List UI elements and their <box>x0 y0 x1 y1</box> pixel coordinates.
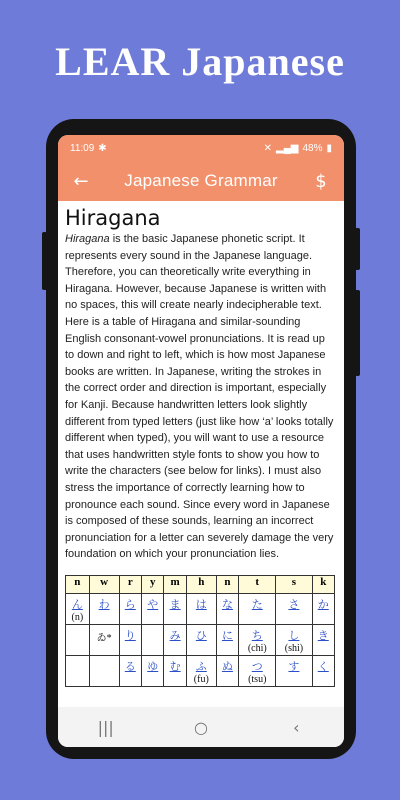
kana-cell[interactable] <box>312 593 335 624</box>
kana-cell[interactable] <box>142 593 164 624</box>
kana-link[interactable]: な <box>221 598 233 611</box>
kana-romaji: (fu) <box>193 673 209 685</box>
kana-link[interactable]: す <box>288 660 300 673</box>
kana-link[interactable]: る <box>124 660 136 673</box>
kana-link[interactable]: む <box>169 660 181 673</box>
dollar-icon[interactable]: $ <box>315 170 327 192</box>
kana-cell[interactable] <box>164 624 186 655</box>
kana-cell[interactable] <box>239 624 276 655</box>
kana-romaji: (tsu) <box>248 673 267 685</box>
kana-cell[interactable] <box>276 593 312 624</box>
kana-row <box>66 655 335 686</box>
kana-cell[interactable] <box>186 624 216 655</box>
mute-icon: ✕ <box>263 142 272 154</box>
kana-link[interactable]: に <box>221 629 233 642</box>
kana-row <box>66 624 335 655</box>
promo-title: LEAR Japanese <box>55 39 345 84</box>
article-body-text: is the basic Japanese phonetic script. It represents every sound in the Japanese language. Therefore, you can theoretically write everything in Hiragana. However, because Japanese is written with no spaces, this will create nearly indecipherable text. Here is a table of Hiragana and similar-sounding English consonant-vowel pronunciations. It is read up to down and right to left, which is how most Japanese books are written. In Japanese, writing the strokes in the correct order and direction is important, especially for Kanji. Because handwritten letters look slightly different from typed letters (just like how ‘a’ looks totally different when typed), you will want to use a resource that uses handwritten style fonts to show you how to write the characters (see below for links). I must also stress the importance of correctly learning how to pronounce each sound. Since every word in Japanese is composed of these sounds, learning an incorrect pronunciation for a letter can severely damage the very foundation on which your pronunciation lies. <box>65 233 334 561</box>
lead-term: Hiragana <box>65 233 110 245</box>
kana-link[interactable]: は <box>195 598 207 611</box>
kana-link[interactable]: ら <box>124 598 136 611</box>
battery-level: 48% <box>302 142 323 154</box>
kana-cell[interactable] <box>164 655 186 686</box>
kana-link[interactable]: つ <box>251 660 263 673</box>
arrow-back-icon[interactable]: ← <box>73 170 89 192</box>
kana-header-cell: s <box>276 575 312 593</box>
kana-header-cell: t <box>239 575 276 593</box>
kana-header-cell: k <box>312 575 335 593</box>
kana-link[interactable]: た <box>251 598 263 611</box>
settings-icon: ✱ <box>98 142 107 154</box>
kana-cell[interactable] <box>216 624 238 655</box>
kana-header-cell: w <box>89 575 119 593</box>
kana-link[interactable]: ふ <box>195 660 207 673</box>
kana-romaji: (chi) <box>247 642 267 654</box>
kana-cell[interactable] <box>216 655 238 686</box>
kana-header-cell: y <box>142 575 164 593</box>
kana-cell[interactable] <box>89 593 119 624</box>
kana-link[interactable]: ひ <box>195 629 207 642</box>
kana-cell[interactable] <box>239 655 276 686</box>
kana-cell[interactable] <box>119 593 141 624</box>
kana-cell[interactable] <box>119 624 141 655</box>
home-button[interactable]: ○ <box>194 717 208 737</box>
kana-link[interactable]: ま <box>169 598 181 611</box>
kana-cell[interactable] <box>119 655 141 686</box>
app-bar <box>58 161 344 201</box>
kana-row <box>66 593 335 624</box>
kana-link[interactable]: ん <box>71 598 83 611</box>
back-button[interactable]: ‹ <box>293 717 300 737</box>
kana-link[interactable]: や <box>147 598 159 611</box>
kana-cell[interactable] <box>276 655 312 686</box>
kana-link[interactable]: ち <box>251 629 263 642</box>
kana-romaji: (n) <box>71 611 84 623</box>
kana-cell[interactable] <box>239 593 276 624</box>
kana-link[interactable]: か <box>317 598 329 611</box>
kana-header-cell: n <box>216 575 238 593</box>
app-bar-title: Japanese Grammar <box>124 171 278 190</box>
kana-cell <box>89 655 119 686</box>
kana-link[interactable]: み <box>169 629 181 642</box>
kana-header-cell: m <box>164 575 186 593</box>
article-heading: Hiragana <box>65 206 161 230</box>
kana-link[interactable]: さ <box>288 598 300 611</box>
kana-cell[interactable] <box>186 655 216 686</box>
kana-header-cell: r <box>119 575 141 593</box>
kana-link[interactable]: し <box>288 629 300 642</box>
kana-cell[interactable] <box>216 593 238 624</box>
kana-cell <box>66 624 90 655</box>
kana-link[interactable]: わ <box>98 598 110 611</box>
kana-cell[interactable] <box>186 593 216 624</box>
kana-obsolete: ゐ* <box>96 632 112 644</box>
kana-header-cell: h <box>186 575 216 593</box>
article-body <box>65 231 337 563</box>
signal-icon: ▂▄▆ <box>276 142 299 154</box>
system-nav-bar <box>58 707 344 747</box>
app-screen <box>58 135 344 747</box>
kana-table <box>65 575 335 687</box>
article-content[interactable] <box>58 201 344 707</box>
battery-icon: ▮ <box>326 142 332 154</box>
kana-cell[interactable] <box>142 655 164 686</box>
kana-cell[interactable] <box>66 593 90 624</box>
status-time: 11:09 <box>70 142 95 154</box>
kana-link[interactable]: り <box>124 629 136 642</box>
kana-link[interactable]: ぬ <box>221 660 233 673</box>
kana-header-cell: n <box>66 575 90 593</box>
kana-link[interactable]: ゆ <box>147 660 159 673</box>
kana-cell <box>89 624 119 655</box>
kana-cell[interactable] <box>312 624 335 655</box>
kana-cell[interactable] <box>276 624 312 655</box>
kana-link[interactable]: き <box>317 629 329 642</box>
kana-cell <box>66 655 90 686</box>
status-bar <box>58 135 344 161</box>
kana-cell[interactable] <box>164 593 186 624</box>
kana-romaji: (shi) <box>284 642 304 654</box>
kana-cell[interactable] <box>312 655 335 686</box>
kana-header-row <box>66 575 335 593</box>
kana-cell <box>142 624 164 655</box>
kana-link[interactable]: く <box>317 660 329 673</box>
recent-apps-button[interactable]: ||| <box>97 717 114 737</box>
